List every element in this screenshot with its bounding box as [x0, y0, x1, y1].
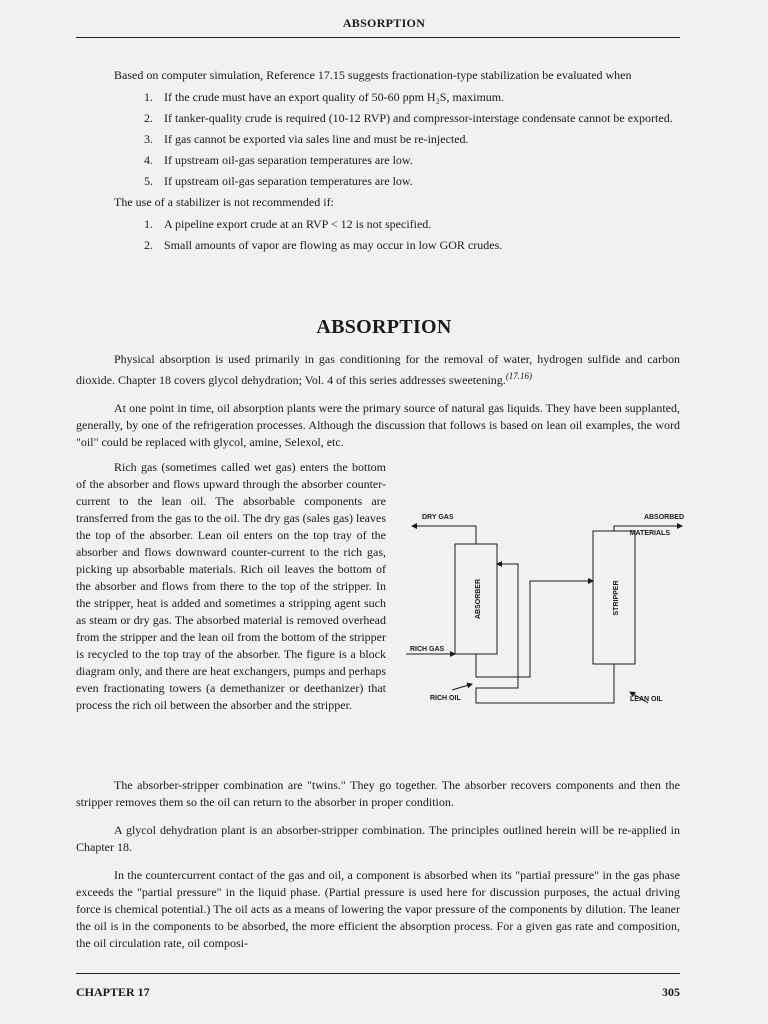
not-recommended-list: [76, 216, 680, 254]
not-recommended-lead: The use of a stabilizer is not recommended if:: [114, 195, 334, 209]
list-item: 3. If gas cannot be exported via sales line and must be re-injected.: [144, 132, 469, 146]
absorbed-label: ABSORBED: [643, 514, 684, 521]
paragraph: Rich gas (sometimes called wet gas) enters the bottom of the absorber and flows upward through the absorber counter-current to the lean oil. The absorbable components are transferred from the gas to the oil. The dry gas (sales gas) leaves the top of the absorber. Lean oil enters on the top tray of the absorber and flows downward counter-current to the rich gas, picking up absorbable materials. Rich oil leaves the bottom of the absorber and flows from there to the top of the stripper. In the stripper, heat is added and sometimes a stripping agent such as steam or dry gas. The absorbed material is removed overhead from the stripper and the lean oil from the bottom of the stripper is recycled to the top tray of the absorber. The figure is a block diagram only, and there are heat exchangers, pumps and perhaps even fractionating towers (a demethanizer or deethanizer) that process the rich oil between the absorber and the stripper.: [76, 460, 386, 712]
footer-rule: [76, 973, 680, 974]
reference-marker: (17.16): [505, 371, 533, 381]
paragraph: At one point in time, oil absorption plants were the primary source of natural gas liquids. They have been supplanted, generally, by one of the refrigeration processes. Although the discussion that follows is based on lean oil examples, the word "oil" could be replaced with glycol, amine, Selexol, etc.: [76, 401, 680, 449]
lean-oil-label: LEAN OIL: [630, 696, 663, 703]
dry-gas-label: DRY GAS: [422, 514, 454, 521]
list-item: 2. Small amounts of vapor are flowing as may occur in low GOR crudes.: [144, 238, 503, 252]
paragraph: Physical absorption is used primarily in gas conditioning for the removal of water, hydrogen sulfide and carbon dioxide. Chapter 18 covers glycol dehydration; Vol. 4 of this series addresses sweetening.$^{(17.16)}$: [76, 352, 680, 387]
rich-oil-line: [475, 578, 593, 677]
rich-oil-pointer: [452, 684, 472, 690]
list-item: 5. If upstream oil-gas separation temperatures are low.: [144, 174, 413, 188]
chapter-label: CHAPTER 17: [76, 985, 150, 999]
stripper-label: STRIPPER: [613, 580, 620, 616]
section-continued: [76, 777, 680, 952]
running-header: ABSORPTION: [342, 16, 426, 30]
rich-gas-label: RICH GAS: [410, 646, 445, 653]
rich-oil-label: RICH OIL: [430, 695, 461, 702]
dry-gas-line: [412, 526, 476, 544]
intro-lead: Based on computer simulation, Reference 17.15 suggests fractionation-type stabilization be evaluated when: [114, 68, 632, 82]
section-intro: [76, 351, 680, 451]
list-item: 1. If the crude must have an export quality of 50-60 ppm H₂S, maximum.: [144, 90, 505, 104]
materials-label: MATERIALS: [629, 530, 670, 537]
page-number: 305: [662, 985, 680, 999]
paragraph: A glycol dehydration plant is an absorber-stripper combination. The principles outlined herein will be re-applied in Chapter 18.: [76, 823, 680, 854]
list-item: 2. If tanker-quality crude is required (10-12 RVP) and compressor-interstage condensate cannot be exported.: [144, 111, 673, 125]
paragraph: The absorber-stripper combination are "twins." They go together. The absorber recovers components and then the stripper removes them so the oil can return to the absorber in proper condition.: [76, 778, 680, 809]
stabilizer-criteria-list: [76, 89, 680, 190]
absorber-label: ABSORBER: [475, 578, 482, 620]
list-item: 1. A pipeline export crude at an RVP < 12 is not specified.: [144, 217, 432, 231]
process-description: [76, 459, 386, 714]
section-title: ABSORPTION: [316, 316, 452, 338]
intro-block: [76, 67, 680, 254]
header-rule: [76, 37, 680, 38]
absorber-stripper-diagram: [400, 506, 690, 716]
paragraph: In the countercurrent contact of the gas and oil, a component is absorbed when its "partial pressure" in the gas phase exceeds the "partial pressure" in the liquid phase. (Partial pressure is used here for discussion purposes, the actual driving force is chemical potential.) The oil acts as a means of lowering the vapor pressure of the components by dilution. The leaner the oil is in the components to be absorbed, the more efficient the absorption process. For a given gas rate and composition, the oil circulation rate, oil composi-: [76, 868, 680, 950]
list-item: 4. If upstream oil-gas separation temperatures are low.: [144, 153, 413, 167]
